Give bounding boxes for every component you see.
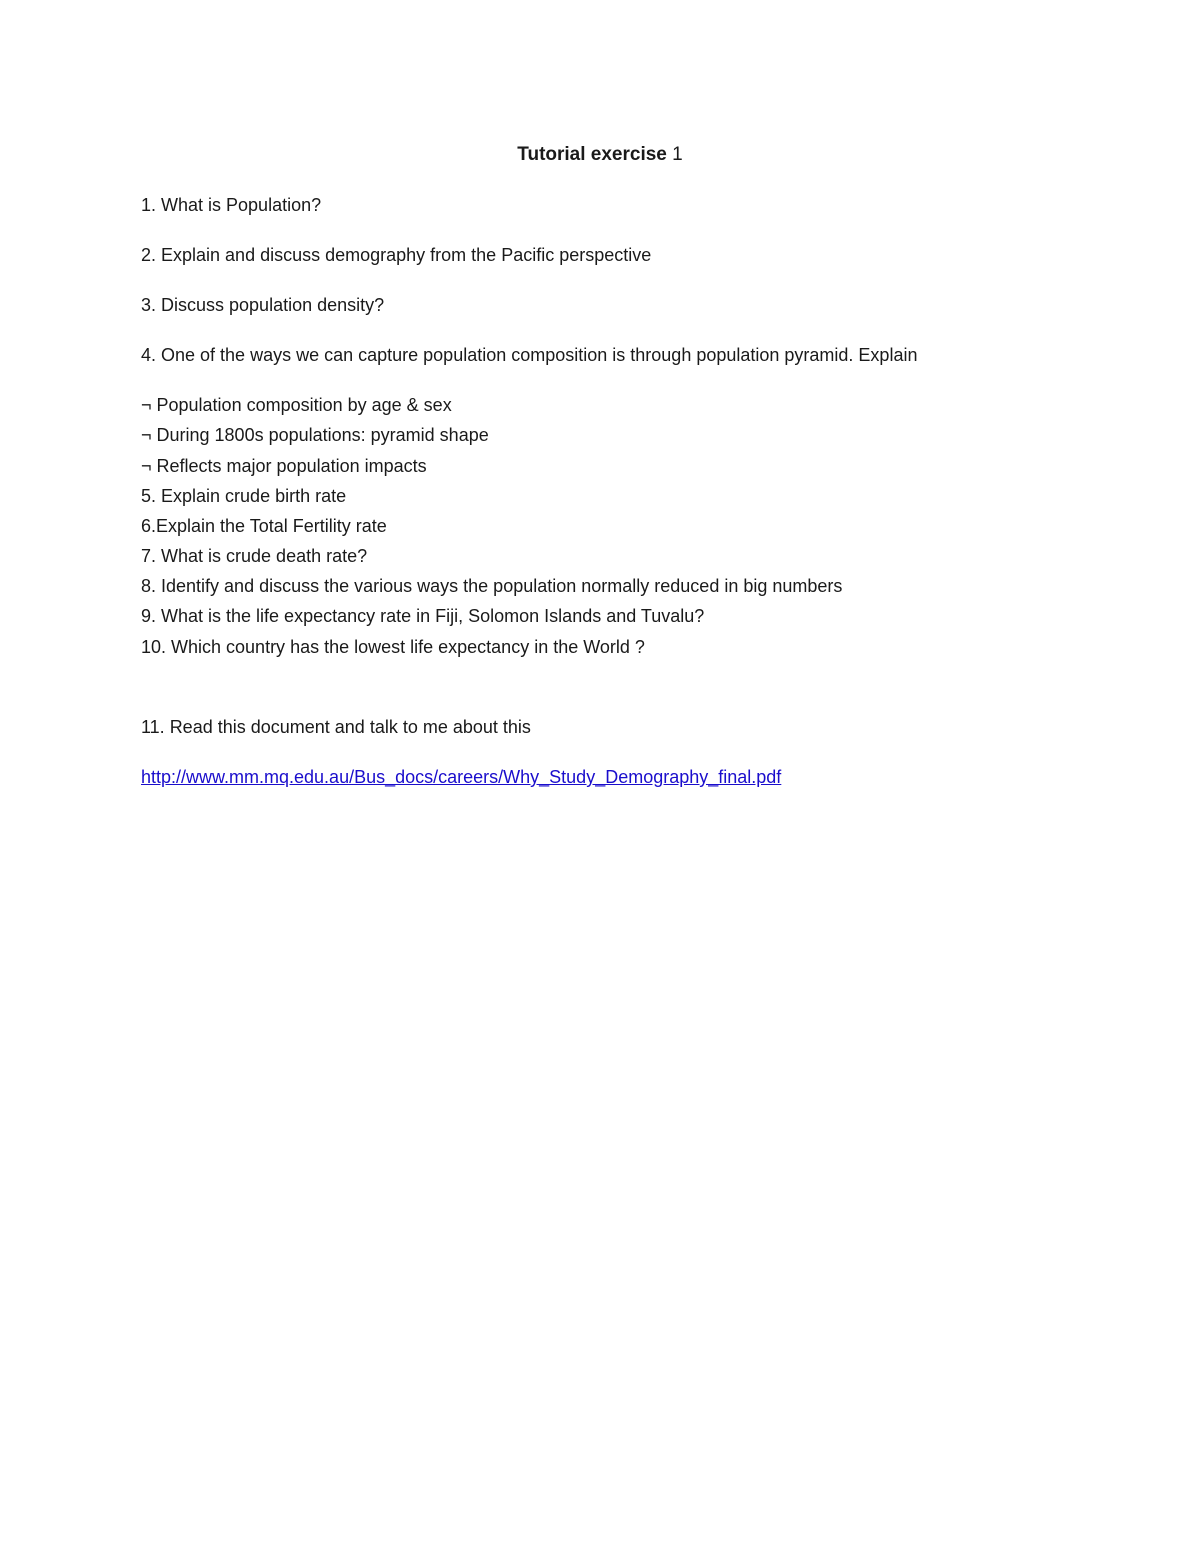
bullet-item-1: ¬ Population composition by age & sex — [141, 395, 452, 415]
document-link[interactable]: http://www.mm.mq.edu.au/Bus_docs/careers/Why_Study_Demography_final.pdf — [141, 767, 782, 787]
question-5: 5. Explain crude birth rate — [141, 486, 347, 506]
question-3: 3. Discuss population density? — [141, 295, 385, 315]
question-6: 6.Explain the Total Fertility rate — [141, 516, 387, 536]
question-8: 8. Identify and discuss the various ways the population normally reduced in big numbers — [141, 576, 843, 596]
title-number: 1 — [672, 144, 683, 165]
bullet-item-2: ¬ During 1800s populations: pyramid shape — [141, 425, 489, 445]
question-9: 9. What is the life expectancy rate in Fiji, Solomon Islands and Tuvalu? — [141, 606, 705, 626]
bullet-item-3: ¬ Reflects major population impacts — [141, 456, 427, 476]
document-title — [0, 143, 1200, 167]
question-1: 1. What is Population? — [141, 195, 322, 215]
title-text: Tutorial exercise — [517, 144, 667, 165]
question-7: 7. What is crude death rate? — [141, 546, 368, 566]
question-11: 11. Read this document and talk to me about this — [141, 717, 531, 737]
question-10: 10. Which country has the lowest life expectancy in the World ? — [141, 637, 645, 657]
question-4: 4. One of the ways we can capture population composition is through population pyramid. Explain — [141, 345, 918, 365]
question-2: 2. Explain and discuss demography from the Pacific perspective — [141, 245, 652, 265]
